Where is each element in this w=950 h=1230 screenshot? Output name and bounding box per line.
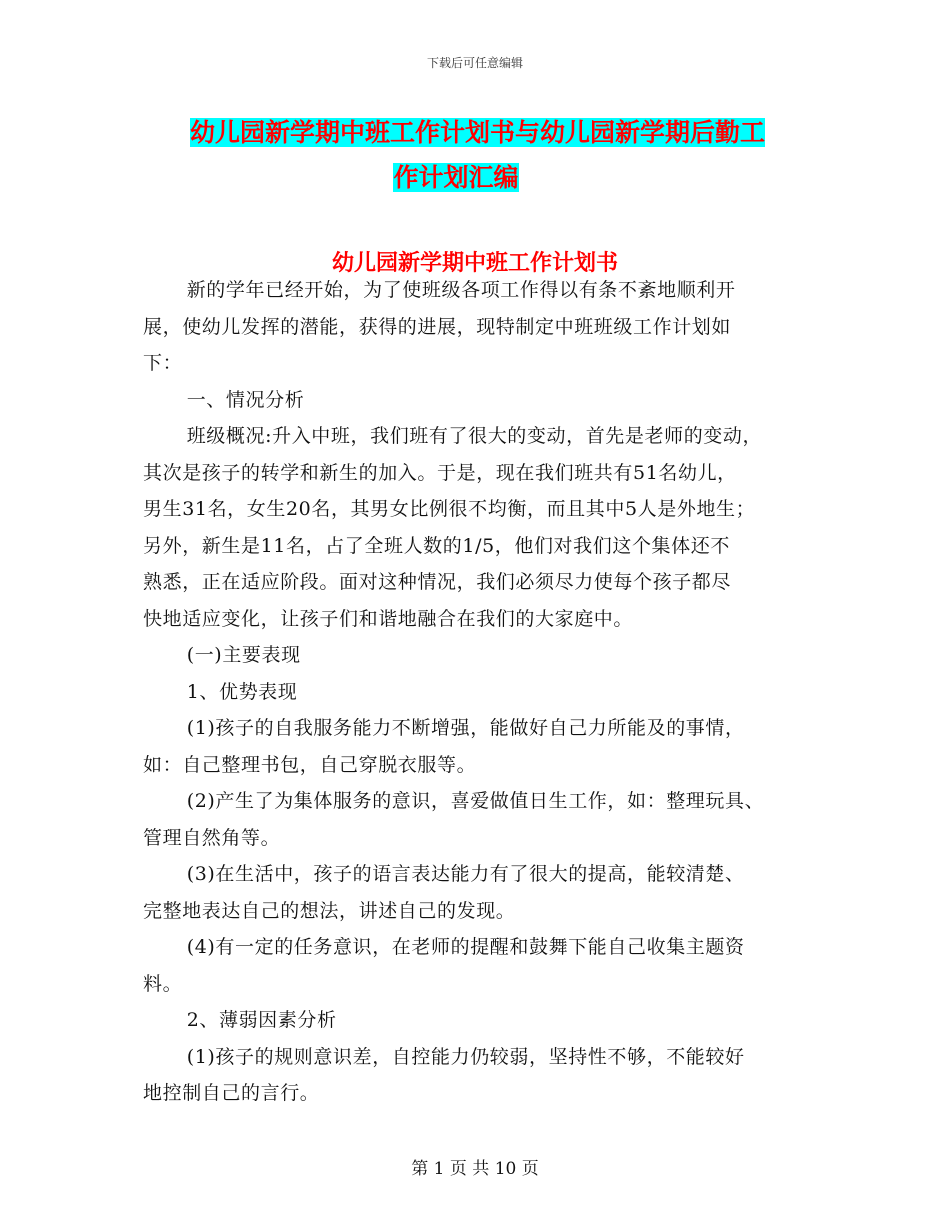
text-line: (3)在生活中，孩子的语言表达能力有了很大的提高，能较清楚、 bbox=[186, 863, 745, 885]
document-title-line-2: 作计划汇编 bbox=[393, 163, 519, 192]
heading-line: 一、情况分析 bbox=[186, 388, 305, 411]
document-title bbox=[190, 110, 810, 200]
text-line: 其次是孩子的转学和新生的加入。于是，现在我们班共有51名幼儿， bbox=[143, 461, 737, 484]
heading-line: (一)主要表现 bbox=[186, 644, 301, 666]
text-line: 完整地表达自己的想法，讲述自己的发现。 bbox=[143, 899, 516, 922]
text-line: 熟悉，正在适应阶段。面对这种情况，我们必须尽力使每个孩子都尽 bbox=[143, 571, 732, 593]
section-title: 幼儿园新学期中班工作计划书 bbox=[331, 250, 618, 276]
text-line: 展，使幼儿发挥的潜能，获得的进展，现特制定中班班级工作计划如 bbox=[143, 315, 732, 338]
body-text bbox=[143, 272, 823, 1112]
page-header-note: 下载后可任意编辑 bbox=[426, 56, 523, 70]
text-line: (1)孩子的规则意识差，自控能力仍较弱，坚持性不够，不能较好 bbox=[186, 1045, 745, 1068]
text-line: 地控制自己的言行。 bbox=[143, 1082, 320, 1104]
text-line: 男生31名，女生20名，其男女比例很不均衡，而且其中5人是外地生； bbox=[143, 498, 756, 520]
text-line: 下： bbox=[143, 352, 183, 374]
heading-line: 1、优势表现 bbox=[186, 680, 298, 703]
text-line: 管理自然角等。 bbox=[143, 826, 281, 849]
text-line: (2)产生了为集体服务的意识，喜爱做值日生工作，如：整理玩具、 bbox=[186, 790, 765, 812]
text-line: (4)有一定的任务意识，在老师的提醒和鼓舞下能自己收集主题资 bbox=[186, 936, 745, 958]
page-footer: 第 1 页 共 10 页 bbox=[411, 1159, 539, 1179]
text-line: 如：自己整理书包，自己穿脱衣服等。 bbox=[143, 753, 477, 776]
text-line: (1)孩子的自我服务能力不断增强，能做好自己力所能及的事情， bbox=[186, 717, 745, 739]
text-line: 另外，新生是11名，占了全班人数的1/5，他们对我们这个集体还不 bbox=[143, 534, 730, 557]
text-line: 快地适应变化，让孩子们和谐地融合在我们的大家庭中。 bbox=[143, 607, 634, 630]
document-title-line-1: 幼儿园新学期中班工作计划书与幼儿园新学期后勤工 bbox=[190, 118, 766, 147]
text-line: 班级概况:升入中班，我们班有了很大的变动，首先是老师的变动， bbox=[186, 425, 763, 447]
heading-line: 2、薄弱因素分析 bbox=[186, 1009, 337, 1031]
text-line: 新的学年已经开始，为了使班级各项工作得以有条不紊地顺利开 bbox=[186, 279, 736, 301]
text-line: 料。 bbox=[143, 972, 183, 995]
